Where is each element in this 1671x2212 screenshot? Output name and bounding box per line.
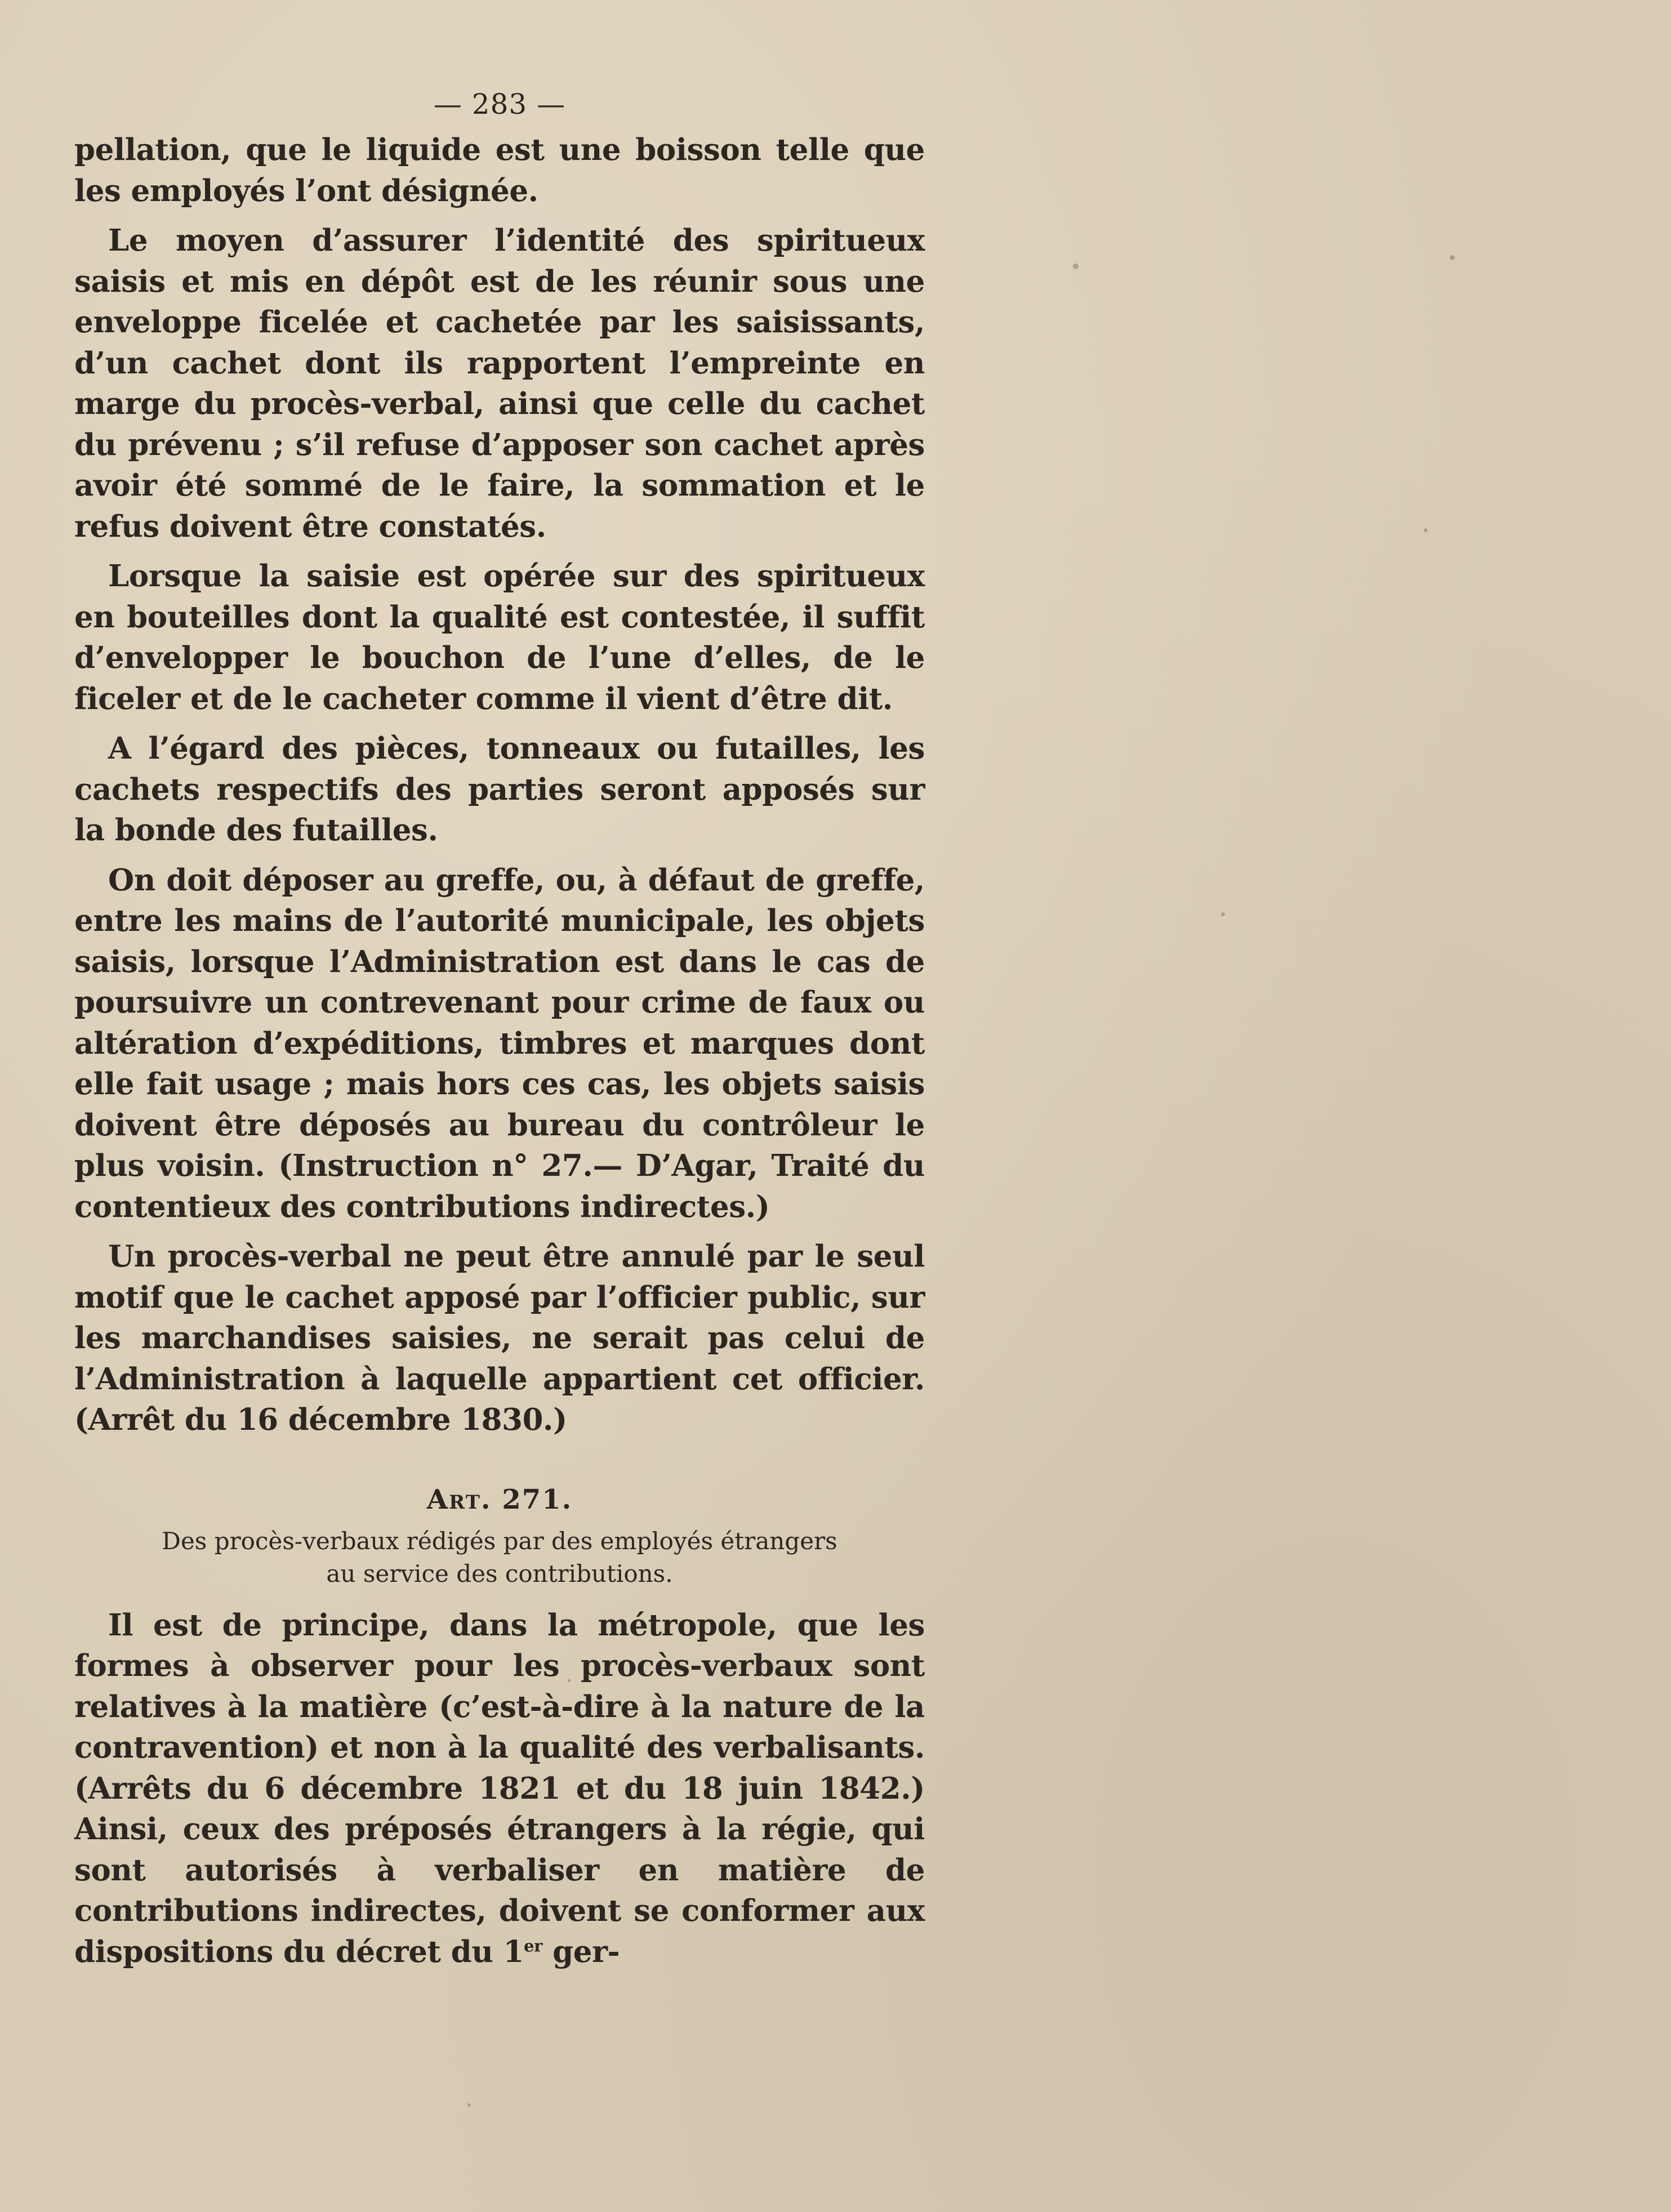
paragraph-6: Un procès-verbal ne peut être annulé par le seul motif que le cachet apposé par l’officier public, sur les marchandises saisies, ne serait pas celui de l’Administration à laquelle appartient cet officier. (Arrêt du 16 décembre 1830.) bbox=[74, 1239, 925, 1437]
article-heading bbox=[74, 1480, 925, 1519]
article-number: Art. 271. bbox=[426, 1483, 573, 1515]
paragraph-7-text: Il est de principe, dans la métropole, que les formes à observer pour les procès-verbaux sont relatives à la matière (c’est-à-dire à la nature de la contravention) et non à la qualité des verbalisants. (Arrêts du 6 décembre 1821 et du 18 juin 1842.) Ainsi, ceux des préposés étrangers à la régie, qui sont autorisés à verbaliser en matière de contributions indirectes, doivent se conformer aux dispositions du décret du 1 bbox=[74, 1607, 925, 1969]
paper-speck bbox=[1450, 255, 1455, 260]
paragraph-5: On doit déposer au greffe, ou, à défaut de greffe, entre les mains de l’autorité municipale, les objets saisis, lorsque l’Administration est dans le cas de poursuivre un contrevenant pour crime de faux ou altération d’expéditions, timbres et marques dont elle fait usage ; mais hors ces cas, les objets saisis doivent être déposés au bureau du contrôleur le plus voisin. (Instruction n° 27.— D’Agar, Traité du contentieux des contributions indirectes.) bbox=[74, 862, 925, 1224]
paper-speck bbox=[1424, 528, 1428, 532]
text-column bbox=[74, 84, 925, 1981]
paragraph-7-superscript: er bbox=[524, 1936, 543, 1955]
article-title-line-1: Des procès-verbaux rédigés par des employés étrangers bbox=[162, 1527, 837, 1555]
paragraph-1: pellation, que le liquide est une boisson telle que les employés l’ont désignée. bbox=[74, 132, 925, 208]
paper-speck bbox=[1073, 264, 1079, 269]
paragraph-2: Le moyen d’assurer l’identité des spiritueux saisis et mis en dépôt est de les réunir sous une enveloppe ficelée et cachetée par les saisissants, d’un cachet dont ils rapportent l’empreinte en marge du procès-verbal, ainsi que celle du cachet du prévenu ; s’il refuse d’apposer son cachet après avoir été sommé de le faire, la sommation et le refus doivent être constatés. bbox=[74, 223, 925, 544]
paper-speck bbox=[1221, 912, 1225, 916]
page-number: — 283 — bbox=[433, 88, 566, 121]
paper-speck bbox=[467, 2103, 471, 2107]
article-title bbox=[74, 1525, 925, 1590]
article-title-line-2: au service des contributions. bbox=[326, 1559, 673, 1587]
paragraph-4: A l’égard des pièces, tonneaux ou futailles, les cachets respectifs des parties seront apposés sur la bonde des futailles. bbox=[74, 731, 925, 848]
paragraph-3: Lorsque la saisie est opérée sur des spiritueux en bouteilles dont la qualité est contestée, il suffit d’envelopper le bouchon de l’une d’elles, de le ficeler et de le cacheter comme il vient d’être dit. bbox=[74, 559, 925, 716]
paragraph-7 bbox=[74, 1605, 925, 1973]
paragraph-7-tail: ger- bbox=[542, 1934, 620, 1969]
